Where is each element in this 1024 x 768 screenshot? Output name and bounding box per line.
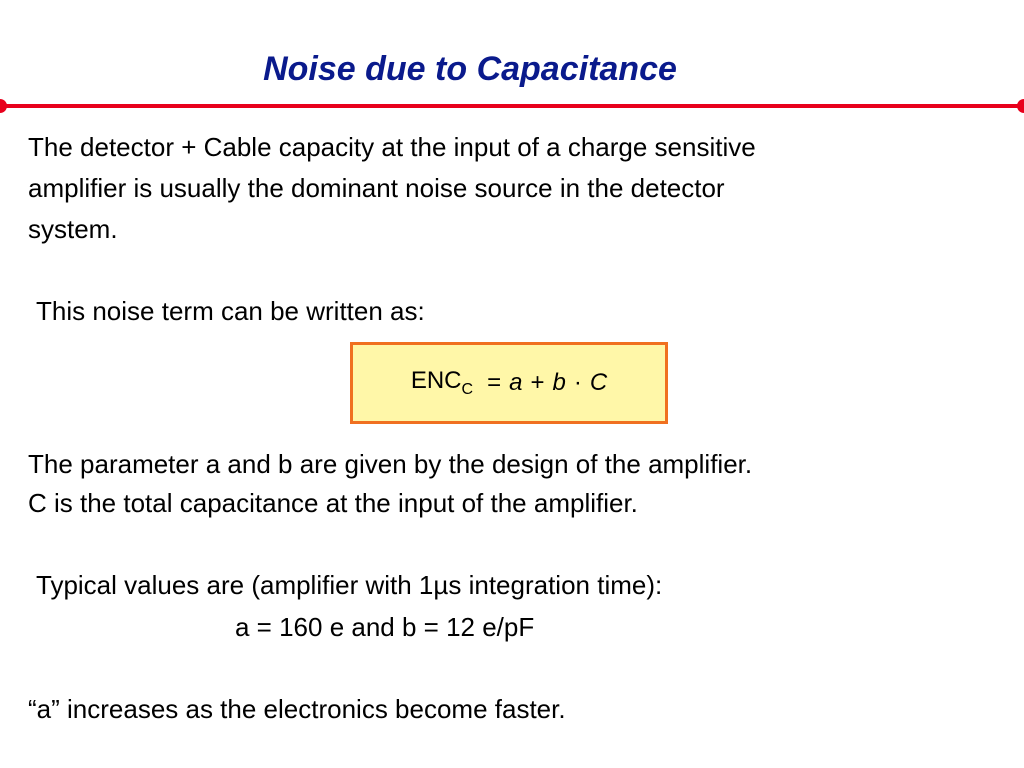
formula-lhs: $ENC_C$ <box>410 367 474 398</box>
paragraph-2-line-1: The parameter a and b are given by the design of the amplifier. <box>28 449 753 479</box>
paragraph-2-line-2: C is the total capacitance at the input of the amplifier. <box>28 488 638 518</box>
divider-line <box>0 104 1024 108</box>
formula-equals: = <box>487 369 502 396</box>
closing-statement: “a” increases as the electronics become faster. <box>28 694 566 724</box>
formula-plus: + <box>530 369 545 396</box>
divider-right-cap <box>1017 99 1024 113</box>
paragraph-1-line-1: The detector + Cable capacity at the input of a charge sensitive <box>28 132 756 162</box>
formula-subscript: C <box>461 381 474 398</box>
formula-intro: This noise term can be written as: <box>36 296 425 326</box>
slide-title: Noise due to Capacitance <box>263 50 677 88</box>
typical-values-line-1: Typical values are (amplifier with 1µs integration time): <box>36 570 663 600</box>
paragraph-1-line-3: system. <box>28 214 118 244</box>
typical-values-line-2: a = 160 e and b = 12 e/pF <box>235 612 535 642</box>
formula-a: a <box>509 369 523 396</box>
formula-dot: · <box>573 369 582 396</box>
formula-box <box>350 342 668 424</box>
formula-c: C <box>589 369 608 396</box>
divider-left-cap <box>0 99 7 113</box>
paragraph-1-line-2: amplifier is usually the dominant noise source in the detector <box>28 173 725 203</box>
formula-b: b <box>552 369 566 396</box>
